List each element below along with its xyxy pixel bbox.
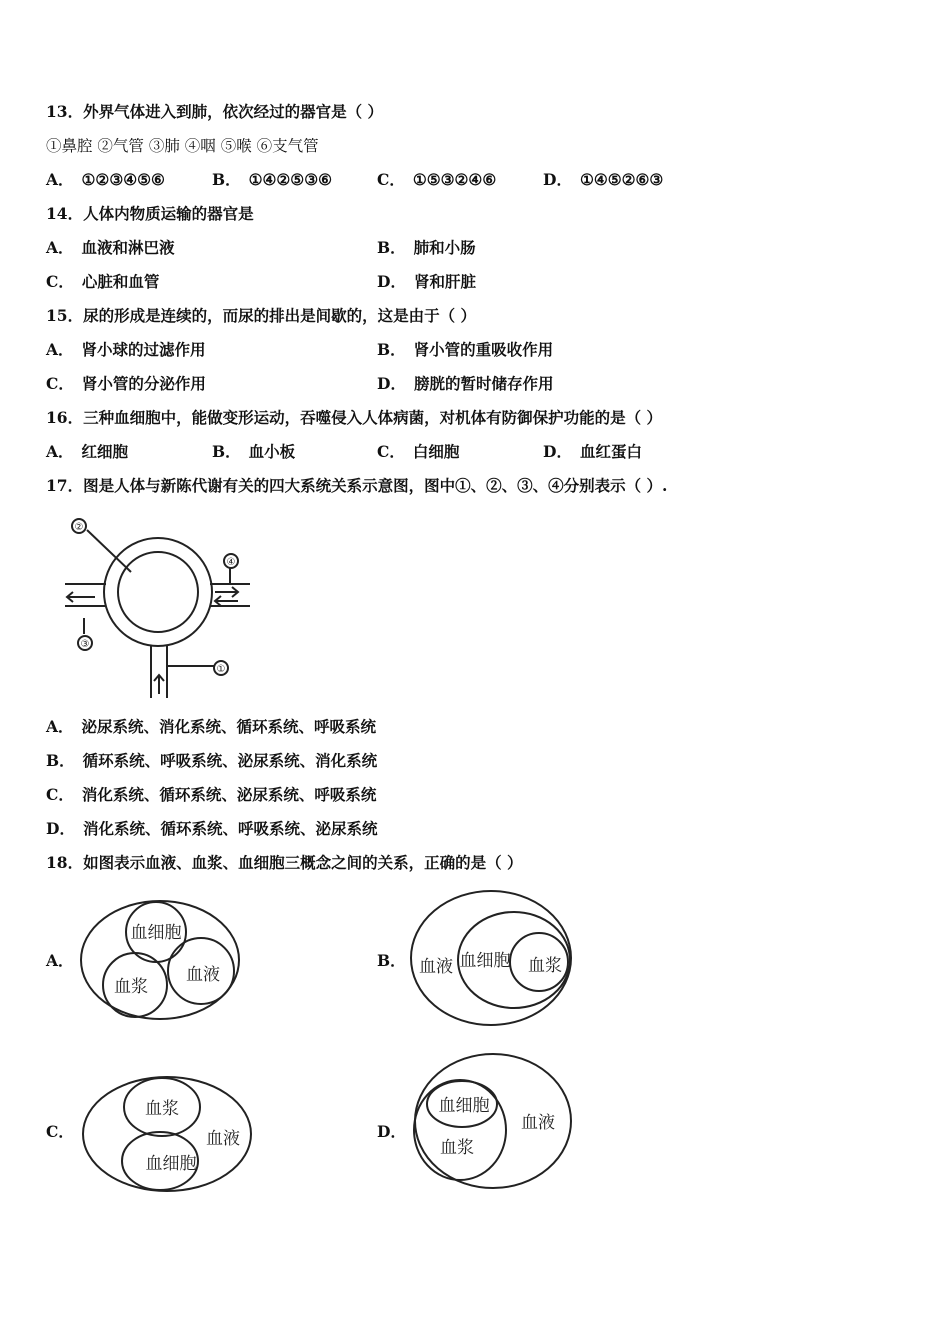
option-key: B． xyxy=(212,442,241,461)
diagram-label: 血液 xyxy=(419,957,453,977)
q17-option-c[interactable] xyxy=(46,785,376,805)
option-key: B． xyxy=(46,751,75,770)
diagram-label: 血细胞 xyxy=(130,923,182,943)
q13-option-c[interactable] xyxy=(377,170,496,190)
option-key: B． xyxy=(377,238,406,257)
option-text: ①⑤③②④⑥ xyxy=(412,170,497,189)
option-key: A． xyxy=(46,170,74,189)
q13-option-a[interactable] xyxy=(46,170,165,190)
q14-stem: 14．人体内物质运输的器官是 xyxy=(46,204,254,223)
q17-option-d[interactable] xyxy=(46,819,377,839)
q16-option-d[interactable] xyxy=(543,442,642,462)
option-key: B． xyxy=(212,170,241,189)
diagram-label: 血浆 xyxy=(145,1099,179,1119)
outer-ring xyxy=(104,538,212,646)
q13-items: ①鼻腔 ②气管 ③肺 ④咽 ⑤喉 ⑥支气管 xyxy=(46,137,319,155)
q18-diagram-d[interactable] xyxy=(410,1050,576,1192)
option-key: A． xyxy=(46,238,74,257)
q13-stem: 13．外界气体进入到肺，依次经过的器官是（ ） xyxy=(46,102,383,121)
diagram-label: 血液 xyxy=(186,965,220,985)
q17-stem: 17．图是人体与新陈代谢有关的四大系统关系示意图，图中①、②、③、④分别表示（ ）. xyxy=(46,476,668,495)
q15-stem: 15．尿的形成是连续的，而尿的排出是间歇的，这是由于（ ） xyxy=(46,306,476,325)
option-text: ①④⑤②⑥③ xyxy=(579,170,664,189)
option-key: A． xyxy=(46,340,74,359)
diagram-label: 血细胞 xyxy=(438,1096,490,1116)
option-text: 血液和淋巴液 xyxy=(81,238,175,257)
q14-option-c[interactable] xyxy=(46,272,159,292)
diagram-label: 血细胞 xyxy=(459,951,511,971)
option-key: A． xyxy=(46,951,74,970)
q13-option-b[interactable] xyxy=(212,170,332,190)
q13-option-d[interactable] xyxy=(543,170,663,190)
option-key: D． xyxy=(543,170,572,189)
option-text: 膀胱的暂时储存作用 xyxy=(413,374,554,393)
q18-diagram-c[interactable] xyxy=(80,1074,256,1194)
diagram-label: 血浆 xyxy=(528,956,562,976)
q14-option-a[interactable] xyxy=(46,238,175,258)
label-1: ① xyxy=(216,664,226,675)
option-text: 肾小管的重吸收作用 xyxy=(413,340,554,359)
diagram-label: 血液 xyxy=(521,1113,555,1133)
option-text: 消化系统、循环系统、呼吸系统、泌尿系统 xyxy=(82,819,378,838)
option-text: 循环系统、呼吸系统、泌尿系统、消化系统 xyxy=(82,751,378,770)
q16-stem: 16．三种血细胞中，能做变形运动，吞噬侵入人体病菌，对机体有防御保护功能的是（ ） xyxy=(46,408,662,427)
q18-diagram-b[interactable] xyxy=(408,888,574,1028)
option-key: A． xyxy=(46,442,74,461)
diagram-label: 血液 xyxy=(206,1129,240,1149)
option-text: 血红蛋白 xyxy=(579,442,642,461)
option-text: 血小板 xyxy=(248,442,296,461)
option-text: ①②③④⑤⑥ xyxy=(81,170,165,189)
option-text: 泌尿系统、消化系统、循环系统、呼吸系统 xyxy=(81,717,377,736)
q17-option-b[interactable] xyxy=(46,751,377,771)
diagram-label: 血浆 xyxy=(440,1138,474,1158)
q16-option-c[interactable] xyxy=(377,442,459,462)
q18-option-c-key[interactable] xyxy=(46,1122,82,1142)
q18-stem: 18．如图表示血液、血浆、血细胞三概念之间的关系，正确的是（ ） xyxy=(46,853,523,872)
option-text: 肾小管的分泌作用 xyxy=(81,374,206,393)
option-text: 肺和小肠 xyxy=(413,238,476,257)
q14-option-d[interactable] xyxy=(377,272,476,292)
option-key: C． xyxy=(377,170,405,189)
label-3: ③ xyxy=(80,639,90,650)
q16-option-a[interactable] xyxy=(46,442,128,462)
option-text: 红细胞 xyxy=(81,442,129,461)
option-key: C． xyxy=(46,272,74,291)
q18-option-a-key[interactable] xyxy=(46,951,82,971)
q15-option-d[interactable] xyxy=(377,374,553,394)
q17-system-diagram xyxy=(55,510,265,700)
inner-ring xyxy=(118,552,198,632)
q15-option-c[interactable] xyxy=(46,374,206,394)
diagram-label: 血浆 xyxy=(114,977,148,997)
q18-option-d-key[interactable] xyxy=(377,1122,414,1142)
option-key: C． xyxy=(46,785,74,804)
option-text: 白细胞 xyxy=(412,442,460,461)
option-text: 肾和肝脏 xyxy=(413,272,476,291)
label-4: ④ xyxy=(226,557,236,568)
q15-option-b[interactable] xyxy=(377,340,553,360)
option-key: B． xyxy=(377,340,406,359)
option-key: D． xyxy=(377,374,406,393)
option-key: D． xyxy=(46,819,75,838)
option-text: ①④②⑤③⑥ xyxy=(248,170,332,189)
option-key: D． xyxy=(377,1122,406,1141)
option-key: D． xyxy=(543,442,572,461)
q14-option-b[interactable] xyxy=(377,238,476,258)
q17-option-a[interactable] xyxy=(46,717,376,737)
q18-diagram-a[interactable] xyxy=(78,898,244,1022)
option-key: C． xyxy=(377,442,405,461)
q16-option-b[interactable] xyxy=(212,442,295,462)
option-text: 消化系统、循环系统、泌尿系统、呼吸系统 xyxy=(81,785,377,804)
q15-option-a[interactable] xyxy=(46,340,206,360)
option-key: D． xyxy=(377,272,406,291)
option-key: C． xyxy=(46,1122,74,1141)
diagram-label: 血细胞 xyxy=(145,1154,197,1174)
option-key: A． xyxy=(46,717,74,736)
option-text: 肾小球的过滤作用 xyxy=(81,340,206,359)
option-text: 心脏和血管 xyxy=(81,272,160,291)
option-key: C． xyxy=(46,374,74,393)
option-key: B． xyxy=(377,951,406,970)
label-2: ② xyxy=(74,522,84,533)
